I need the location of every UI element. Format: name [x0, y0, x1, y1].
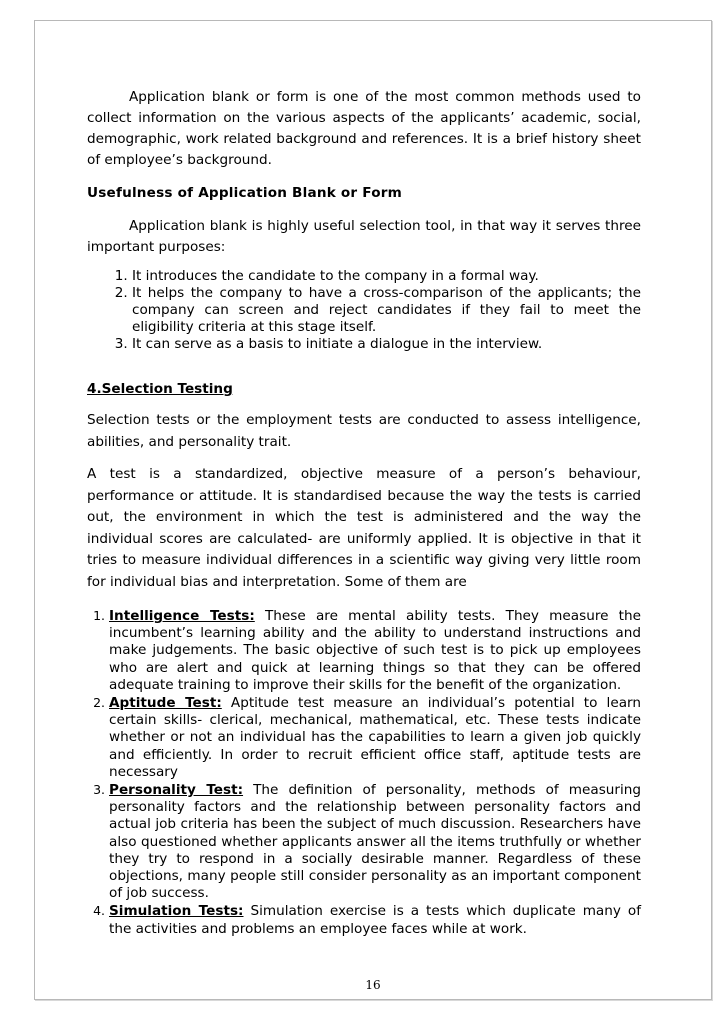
test-item-intelligence — [109, 607, 641, 694]
intro-paragraph: Application blank or form is one of the most common methods used to collect information on the various aspects of the applicants’ academic, social, demographic, work related background and references. It is a brief history sheet of employee’s background. — [87, 89, 641, 168]
test-term: Intelligence Tests: — [109, 608, 255, 624]
tests-list — [87, 607, 641, 938]
test-description: These are mental ability tests. They measure the incumbent’s learning ability and the ability to understand instructions and make judgements. The basic objective of such test is to pick up employees who are alert and quick at learning things so that they can be offered adequate training to improve their skills for the benefit of the organization. — [109, 608, 641, 693]
test-item-personality — [109, 781, 641, 902]
page-content — [87, 87, 641, 938]
test-description: Simulation exercise is a tests which duplicate many of the activities and problems an employee faces while at work. — [109, 903, 641, 937]
selection-testing-heading: 4.Selection Testing — [87, 381, 233, 397]
test-term: Personality Test: — [109, 782, 244, 799]
test-item-simulation — [109, 902, 641, 937]
selection-tests-paragraph: Selection tests or the employment tests are conducted to assess intelligence, abilities, and personality trait. — [87, 412, 641, 450]
purpose-item: 2. It helps the company to have a cross-comparison of the applicants; the company can screen and reject candidates if they fail to meet the eligibility criteria at this stage itself. — [132, 285, 641, 336]
purposes-list — [87, 268, 641, 353]
test-term: Aptitude Test: — [109, 695, 222, 712]
page-number: 16 — [365, 978, 381, 992]
test-term: Simulation Tests: — [109, 903, 244, 920]
test-description: The definition of personality, methods of measuring personality factors and the relationship between personality factors and actual job criteria has been the subject of much discussion. Researchers have also questioned whether applicants answer all the items truthfully or whether they try to respond in a socially desirable manner. Regardless of these objections, many people still consider personality as an important component of job success. — [109, 782, 642, 902]
purpose-item: 1. It introduces the candidate to the company in a formal way. — [132, 268, 641, 285]
test-definition-paragraph: A test is a standardized, objective measure of a person’s behaviour, performance or attitude. It is standardised because the way the tests is carried out, the environment in which the test is administered and the way the individual scores are calculated- are uniformly applied. It is objective in that it tries to measure individual differences in a scientific way giving very little room for individual bias and interpretation. Some of them are — [87, 466, 641, 590]
test-item-aptitude — [109, 694, 641, 781]
document-page — [34, 20, 712, 1000]
purpose-item: 3. It can serve as a basis to initiate a dialogue in the interview. — [132, 336, 641, 353]
usefulness-intro: Application blank is highly useful selection tool, in that way it serves three important purposes: — [87, 218, 641, 255]
usefulness-heading: Usefulness of Application Blank or Form — [87, 185, 402, 201]
test-description: Aptitude test measure an individual’s potential to learn certain skills- clerical, mechanical, mathematical, etc. These tests indicate whether or not an individual has the capabilities to learn a given job quickly and efficiently. In order to recruit efficient office staff, aptitude tests are necessary — [109, 695, 641, 780]
